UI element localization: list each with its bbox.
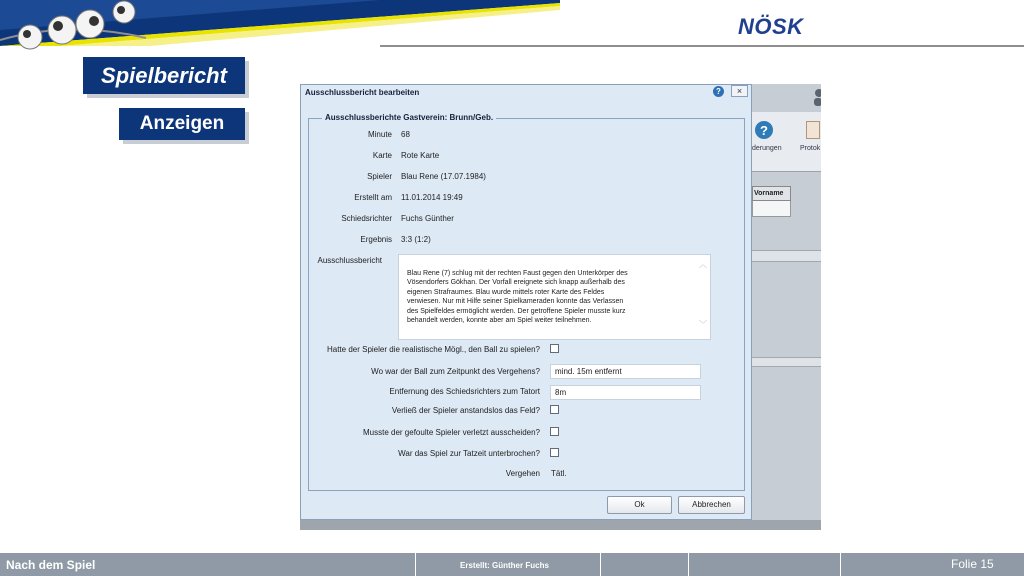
slide-subtitle: Anzeigen: [119, 108, 245, 140]
toolbar-label-protokoll[interactable]: Protok: [800, 145, 821, 152]
footer-segment: [600, 553, 688, 576]
question-spiel-unterbrochen: War das Spiel zur Tatzeit unterbrochen?: [398, 449, 540, 458]
footer-segment: [840, 553, 1024, 576]
question-ball-position: Wo war der Ball zum Zeitpunkt des Vergehens?: [371, 367, 540, 376]
background-app-bottom: [300, 520, 821, 530]
checkbox-spiel-unterbrochen[interactable]: [550, 448, 559, 457]
background-divider: [752, 250, 821, 262]
field-value-schiedsrichter: Fuchs Günther: [401, 214, 454, 223]
header-rule: [380, 45, 1024, 47]
field-value-spieler: Blau Rene (17.07.1984): [401, 172, 486, 181]
dialog-help-icon[interactable]: ?: [713, 86, 724, 97]
report-textarea[interactable]: [398, 254, 711, 340]
table-header-vorname[interactable]: Vorname: [752, 186, 791, 201]
protocol-icon[interactable]: [806, 121, 820, 139]
table-cell: [752, 201, 791, 217]
toolbar-label-aenderungen[interactable]: derungen: [752, 145, 782, 152]
field-label-karte: Karte: [372, 151, 392, 160]
scroll-up-icon[interactable]: ︿: [699, 260, 707, 269]
field-value-karte: Rote Karte: [401, 151, 440, 160]
header-stripes: [0, 0, 1024, 50]
footer-section-title: Nach dem Spiel: [6, 558, 96, 572]
field-value-minute: 68: [401, 130, 410, 139]
checkbox-feld-verlassen[interactable]: [550, 405, 559, 414]
input-entfernung-schiedsrichter[interactable]: 8m: [550, 385, 701, 400]
question-feld-verlassen: Verließ der Spieler anstandslos das Feld?: [391, 406, 540, 415]
footer-slide-number: Folie 15: [951, 557, 994, 571]
field-value-erstellt: 11.01.2014 19:49: [401, 193, 463, 202]
slide-header: [0, 0, 1024, 50]
footer-segment: [688, 553, 840, 576]
field-label-ergebnis: Ergebnis: [360, 235, 392, 244]
report-text: Blau Rene (7) schlug mit der rechten Faust gegen den Unterkörper des Vösendorfers Gökhan. Der Vorfall ereignete sich knapp außerhalb des eigenen Strafraumes. Blau wurde mittels roter Karte des Feldes verwiesen. Nur mit Hilfe seiner Spielkameraden konnte das Verlassen des Spielfeldes ermöglicht werden. Der getroffene Spieler musste kurz behandelt werden, konnte aber am Spiel weiter teilnehmen.: [407, 269, 628, 324]
field-label-spieler: Spieler: [367, 172, 392, 181]
question-vergehen: Vergehen: [505, 469, 540, 478]
background-divider: [752, 357, 821, 367]
report-fieldset: [308, 113, 745, 491]
dialog-close-button[interactable]: ×: [731, 85, 748, 97]
input-ball-position[interactable]: mind. 15m entfernt: [550, 364, 701, 379]
slide-title: Spielbericht: [83, 57, 245, 94]
footer-author: Erstellt: Günther Fuchs: [460, 561, 549, 570]
field-label-erstellt: Erstellt am: [354, 193, 392, 202]
report-label: Ausschlussbericht: [317, 256, 382, 265]
scroll-down-icon[interactable]: ﹀: [699, 320, 707, 329]
question-entfernung-schiedsrichter: Entfernung des Schiedsrichters zum Tatort: [389, 387, 540, 396]
question-verletzt-ausscheiden: Musste der gefoulte Spieler verletzt ausscheiden?: [363, 428, 540, 437]
exclusion-report-dialog: [300, 84, 752, 520]
value-vergehen: Tätl.: [551, 469, 567, 478]
help-icon[interactable]: ?: [755, 121, 773, 139]
field-label-minute: Minute: [367, 130, 392, 139]
slide-footer: [0, 553, 1024, 576]
checkbox-verletzt-ausscheiden[interactable]: [550, 427, 559, 436]
cancel-button[interactable]: Abbrechen: [678, 496, 745, 514]
dialog-title: Ausschlussbericht bearbeiten: [305, 88, 420, 97]
question-realistische-moeglichkeit: Hatte der Spieler die realistische Mögl., den Ball zu spielen?: [326, 345, 540, 354]
fieldset-legend: Ausschlussberichte Gastverein: Brunn/Geb.: [322, 113, 496, 122]
soccer-balls-icon: [0, 0, 146, 50]
nosk-logo: NÖSK: [738, 14, 804, 39]
ok-button[interactable]: Ok: [607, 496, 672, 514]
field-value-ergebnis: 3:3 (1:2): [401, 235, 431, 244]
user-icon: [812, 88, 821, 106]
checkbox-realistische-moeglichkeit[interactable]: [550, 344, 559, 353]
field-label-schiedsrichter: Schiedsrichter: [341, 214, 392, 223]
